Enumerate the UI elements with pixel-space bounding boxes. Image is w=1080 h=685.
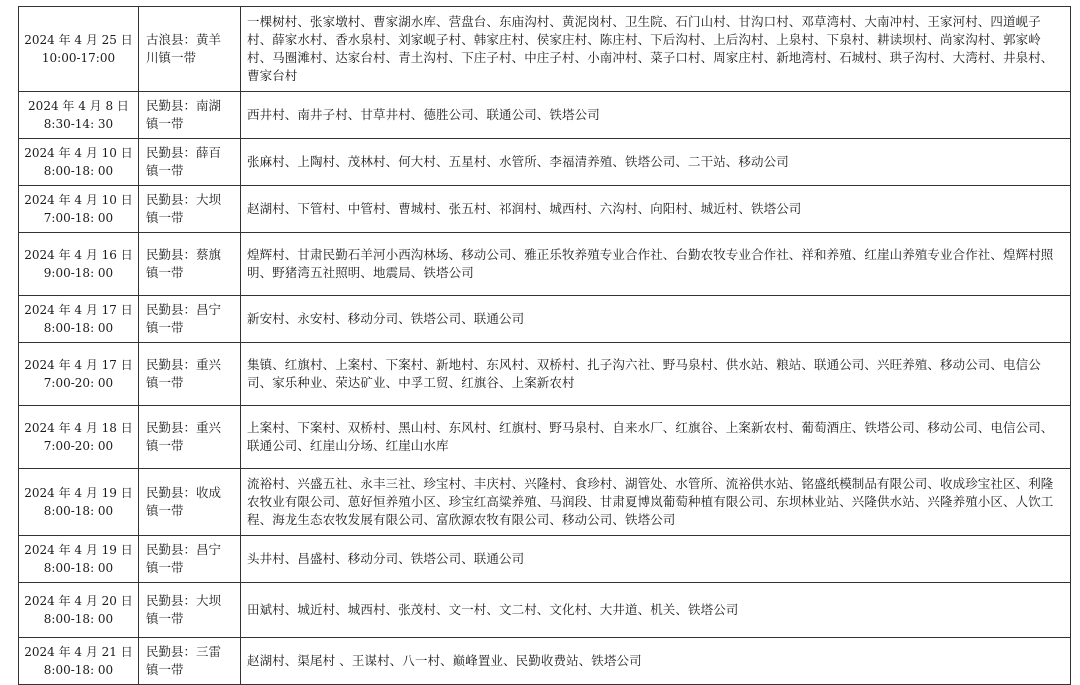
date-text: 2024 年 4 月 16 日 — [24, 248, 133, 262]
area-line: 镇一带 — [146, 438, 184, 453]
date-text: 2024 年 4 月 10 日 — [24, 146, 133, 160]
table-row — [19, 343, 1071, 406]
date-cell — [19, 296, 139, 343]
area-line: 民勤县：三雷 — [146, 644, 222, 659]
detail-cell: 集镇、红旗村、上案村、下案村、新地村、东风村、双桥村、扎子沟六社、野马泉村、供水站、粮站、联通公司、兴旺养殖、移动公司、电信公司、家乐种业、荣达矿业、中孚工贸、红旗谷、上案新农村 — [241, 343, 1071, 406]
date-cell — [19, 536, 139, 583]
date-cell — [19, 186, 139, 233]
area-cell — [139, 583, 241, 638]
area-line: 镇一带 — [146, 611, 184, 626]
area-line: 民勤县：南湖 — [146, 98, 222, 113]
table-row — [19, 583, 1071, 638]
area-line: 镇一带 — [146, 210, 184, 225]
area-line: 镇一带 — [146, 116, 184, 131]
date-text: 2024 年 4 月 10 日 — [24, 193, 133, 207]
table-row — [19, 7, 1071, 92]
area-cell — [139, 139, 241, 186]
area-line: 镇一带 — [146, 320, 184, 335]
date-text: 2024 年 4 月 19 日 — [24, 543, 133, 557]
detail-cell: 一棵树村、张家墩村、曹家湖水库、营盘台、东庙沟村、黄泥岗村、卫生院、石门山村、甘沟口村、邓草湾村、大南冲村、王家河村、四道岘子村、薛家水村、香水泉村、刘家岘子村、韩家庄村、侯家庄村、陈庄村、下后沟村、上后沟村、上泉村、下泉村、耕读坝村、尚家沟村、郭家岭村、马圈滩村、达家台村、青土沟村、下庄子村、中庄子村、小南冲村、菜子口村、周家庄村、新地湾村、石城村、珙子沟村、大湾村、井泉村、曹家台村 — [241, 7, 1071, 92]
table-row — [19, 536, 1071, 583]
detail-cell: 流裕村、兴盛五社、永丰三社、珍宝村、丰庆村、兴隆村、食珍村、湖管处、水管所、流裕供水站、铭盛纸模制品有限公司、收成珍宝社区、利隆农牧业有限公司、葸好恒养殖小区、珍宝红高粱养殖、马润段、甘肃夏博岚葡萄种植有限公司、东坝林业站、兴隆供水站、兴隆养殖小区、人饮工程、海龙生态农牧发展有限公司、富欣源农牧有限公司、移动公司、铁塔公司 — [241, 469, 1071, 536]
area-cell — [139, 186, 241, 233]
area-cell — [139, 233, 241, 296]
area-cell — [139, 469, 241, 536]
area-cell — [139, 92, 241, 139]
area-line: 镇一带 — [146, 503, 184, 518]
area-line: 民勤县：重兴 — [146, 357, 222, 372]
area-line: 民勤县：昌宁 — [146, 542, 222, 557]
detail-cell: 西井村、南井子村、甘草井村、德胜公司、联通公司、铁塔公司 — [241, 92, 1071, 139]
area-cell — [139, 638, 241, 685]
time-text: 8:00-18: 00 — [43, 663, 114, 677]
area-cell — [139, 7, 241, 92]
table-body — [19, 7, 1071, 685]
table-row — [19, 406, 1071, 469]
time-text: 8:00-18: 00 — [43, 612, 114, 626]
time-text: 8:00-18: 00 — [43, 321, 114, 335]
area-cell — [139, 536, 241, 583]
time-text: 8:00-18: 00 — [43, 164, 114, 178]
detail-cell: 上案村、下案村、双桥村、黑山村、东风村、红旗村、野马泉村、自来水厂、红旗谷、上案新农村、葡萄酒庄、铁塔公司、移动公司、电信公司、联通公司、红崖山分场、红崖山水库 — [241, 406, 1071, 469]
time-text: 10:00-17:00 — [41, 51, 116, 65]
detail-cell: 煌辉村、甘肃民勤石羊河小西沟林场、移动公司、雅正乐牧养殖专业合作社、台勤农牧专业合作社、祥和养殖、红崖山养殖专业合作社、煌辉村照明、野猪湾五社照明、地震局、铁塔公司 — [241, 233, 1071, 296]
detail-cell: 田斌村、城近村、城西村、张茂村、文一村、文二村、文化村、大井道、机关、铁塔公司 — [241, 583, 1071, 638]
area-line: 民勤县：大坝 — [146, 593, 222, 608]
date-cell — [19, 92, 139, 139]
table-row — [19, 186, 1071, 233]
date-cell — [19, 406, 139, 469]
time-text: 9:00-18: 00 — [43, 266, 114, 280]
area-line: 镇一带 — [146, 375, 184, 390]
time-text: 7:00-20: 00 — [43, 439, 114, 453]
date-cell — [19, 233, 139, 296]
area-cell — [139, 296, 241, 343]
time-text: 8:00-18: 00 — [43, 561, 114, 575]
date-text: 2024 年 4 月 21 日 — [24, 645, 133, 659]
date-text: 2024 年 4 月 17 日 — [24, 358, 133, 372]
date-text: 2024 年 4 月 19 日 — [24, 486, 133, 500]
area-line: 镇一带 — [146, 163, 184, 178]
area-line: 镇一带 — [146, 560, 184, 575]
table-row — [19, 296, 1071, 343]
detail-cell: 张麻村、上陶村、茂林村、何大村、五星村、水管所、李福清养殖、铁塔公司、二干站、移动公司 — [241, 139, 1071, 186]
date-cell — [19, 638, 139, 685]
area-line: 民勤县：昌宁 — [146, 302, 222, 317]
area-line: 民勤县：收成 — [146, 485, 222, 500]
date-cell — [19, 139, 139, 186]
table-row — [19, 233, 1071, 296]
detail-cell: 头井村、昌盛村、移动分司、铁塔公司、联通公司 — [241, 536, 1071, 583]
detail-cell: 赵湖村、渠尾村 、王谋村、八一村、巅峰置业、民勤收费站、铁塔公司 — [241, 638, 1071, 685]
time-text: 8:30-14: 30 — [43, 117, 114, 131]
date-text: 2024 年 4 月 17 日 — [24, 303, 133, 317]
date-cell — [19, 469, 139, 536]
area-line: 民勤县：薛百 — [146, 145, 222, 160]
area-line: 民勤县：蔡旗 — [146, 247, 222, 262]
outage-schedule-table — [18, 6, 1071, 685]
date-cell — [19, 583, 139, 638]
time-text: 7:00-18: 00 — [43, 211, 114, 225]
date-text: 2024 年 4 月 8 日 — [28, 99, 129, 113]
date-cell — [19, 343, 139, 406]
table-row — [19, 469, 1071, 536]
area-line: 镇一带 — [146, 662, 184, 677]
area-cell — [139, 343, 241, 406]
detail-cell: 赵湖村、下管村、中管村、曹城村、张五村、祁润村、城西村、六沟村、向阳村、城近村、铁塔公司 — [241, 186, 1071, 233]
date-text: 2024 年 4 月 20 日 — [24, 594, 133, 608]
table-row — [19, 139, 1071, 186]
area-line: 民勤县：大坝 — [146, 192, 222, 207]
area-line: 川镇一带 — [146, 50, 197, 65]
area-line: 民勤县：重兴 — [146, 420, 222, 435]
detail-cell: 新安村、永安村、移动分司、铁塔公司、联通公司 — [241, 296, 1071, 343]
outage-schedule-table-wrapper — [18, 6, 1070, 685]
table-row — [19, 638, 1071, 685]
area-line: 镇一带 — [146, 265, 184, 280]
date-cell — [19, 7, 139, 92]
date-text: 2024 年 4 月 25 日 — [24, 33, 133, 47]
area-line: 古浪县：黄羊 — [146, 32, 222, 47]
area-cell — [139, 406, 241, 469]
date-text: 2024 年 4 月 18 日 — [24, 421, 133, 435]
time-text: 8:00-18: 00 — [43, 504, 114, 518]
table-row — [19, 92, 1071, 139]
time-text: 7:00-20: 00 — [43, 376, 114, 390]
